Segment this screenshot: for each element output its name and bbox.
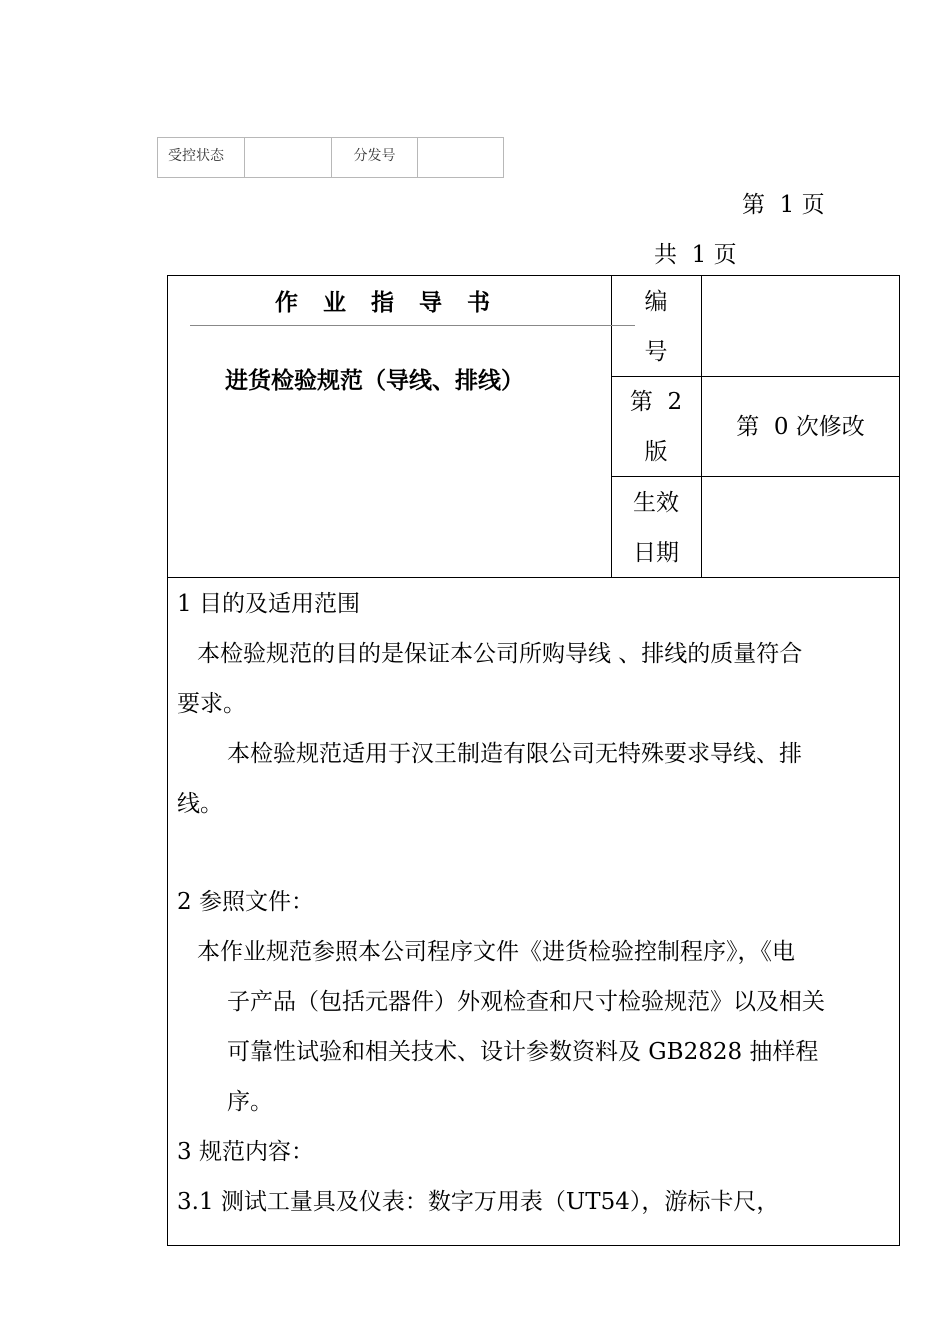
section-1-paragraph: 本检验规范适用于汉王制造有限公司无特殊要求导线、排 <box>227 741 802 767</box>
page-number: 第 1 页 <box>742 192 825 218</box>
section-3-1-text: 3.1 测试工量具及仪表：数字万用表（UT54），游标卡尺， <box>177 1189 780 1215</box>
number-label: 编 <box>644 289 668 315</box>
status-value <box>245 138 332 178</box>
document-title: 作业指导书 <box>275 289 515 316</box>
effective-date-label: 日期 <box>633 540 679 566</box>
distribution-label: 分发号 <box>332 138 418 178</box>
document-subtitle: 进货检验规范（导线、排线） <box>225 367 524 394</box>
header-divider <box>167 577 900 578</box>
section-1-paragraph: 线。 <box>177 791 223 817</box>
control-status-table <box>157 137 504 178</box>
revision-count: 第 0 次修改 <box>736 414 865 440</box>
title-underline <box>190 325 635 326</box>
section-1-heading: 1 目的及适用范围 <box>177 591 360 617</box>
edition-label: 版 <box>644 439 668 465</box>
effective-date-label: 生效 <box>633 490 679 516</box>
section-1-paragraph: 本检验规范的目的是保证本公司所购导线 、排线的质量符合 <box>197 641 803 667</box>
page-total: 共 1 页 <box>654 242 737 268</box>
edition-label: 第 2 <box>629 389 683 415</box>
section-2-paragraph: 序。 <box>227 1089 273 1115</box>
section-2-paragraph: 子产品（包括元器件）外观检查和尺寸检验规范》以及相关 <box>227 989 825 1015</box>
status-label: 受控状态 <box>158 138 245 178</box>
number-label: 号 <box>644 339 668 365</box>
section-1-paragraph: 要求。 <box>177 691 246 717</box>
section-2-paragraph: 本作业规范参照本公司程序文件《进货检验控制程序》，《电 <box>197 939 795 965</box>
distribution-value <box>418 138 504 178</box>
section-2-heading: 2 参照文件： <box>177 889 314 915</box>
section-2-paragraph: 可靠性试验和相关技术、设计参数资料及 GB2828 抽样程 <box>227 1039 819 1065</box>
section-3-heading: 3 规范内容： <box>177 1139 314 1165</box>
